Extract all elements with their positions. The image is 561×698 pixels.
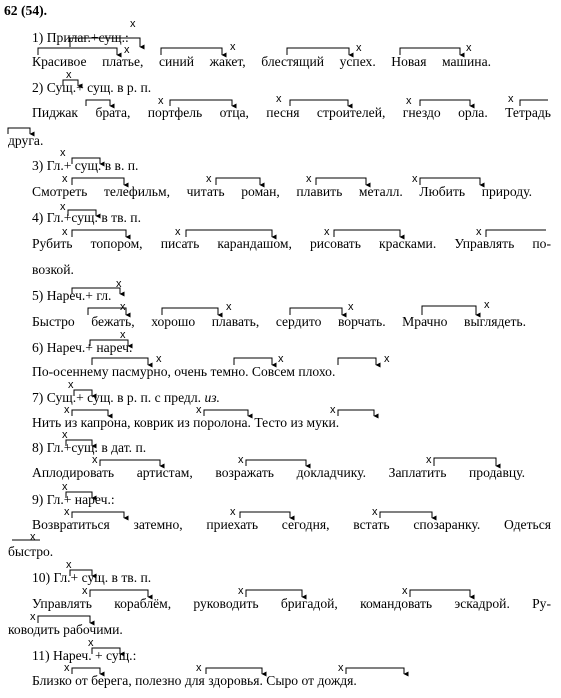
section-7-heading-preposition: из. bbox=[204, 390, 220, 405]
x-mark: х bbox=[426, 454, 432, 466]
section-4-heading: 4) Гл.+сущ. в тв. п. bbox=[32, 210, 141, 225]
x-mark: х bbox=[66, 559, 72, 571]
section-9-line-1: Возвратиться затемно, приехать сегодня, встать спозаранку. Одеться bbox=[32, 517, 551, 532]
section-6-line-1: По-осеннему пасмурно, очень темно. Совсем плохо. bbox=[32, 364, 336, 379]
section-3-heading: 3) Гл.+ сущ. в в. п. bbox=[32, 158, 139, 173]
section-7-line-1: Нить из капрона, коврик из поролона. Тесто из муки. bbox=[32, 415, 340, 430]
section-1-line-1: Красивое платье, синий жакет, блестящий успех. Новая машина. bbox=[32, 54, 491, 69]
section-4-line-1: Рубить топором, писать карандашом, рисовать красками. Управлять по- bbox=[32, 236, 551, 251]
x-mark: х bbox=[276, 93, 282, 105]
section-10-line-1: Управлять кораблём, руководить бригадой, командовать эскадрой. Ру- bbox=[32, 596, 551, 611]
x-mark: х bbox=[175, 226, 181, 238]
x-mark: х bbox=[130, 18, 136, 30]
x-mark: х bbox=[60, 201, 66, 213]
section-2-heading: 2) Сущ.+ сущ. в р. п. bbox=[32, 80, 152, 95]
x-mark: х bbox=[60, 147, 66, 159]
section-9-heading: 9) Гл.+ нареч.: bbox=[32, 492, 115, 507]
x-mark: х bbox=[156, 353, 162, 365]
section-5-line-1: Быстро бежать, хорошо плавать, сердито ворчать. Мрачно выглядеть. bbox=[32, 314, 526, 329]
x-mark: х bbox=[230, 41, 236, 53]
x-mark: х bbox=[124, 44, 130, 56]
x-mark: х bbox=[384, 353, 390, 365]
x-mark: х bbox=[206, 173, 212, 185]
exercise-number: 62 (54). bbox=[4, 3, 48, 18]
section-1-heading: 1) Прилаг.+сущ.: bbox=[32, 30, 129, 45]
x-mark: х bbox=[402, 585, 408, 597]
x-mark: х bbox=[64, 506, 70, 518]
x-mark: х bbox=[406, 95, 412, 107]
x-mark: х bbox=[62, 481, 68, 493]
section-4-line-2: возкой. bbox=[32, 262, 74, 277]
section-11-heading: 11) Нареч. + сущ.: bbox=[32, 648, 137, 663]
section-11-line-1: Близко от берега, полезно для здоровья. Сыро от дождя. bbox=[32, 673, 357, 688]
connector bbox=[338, 410, 374, 416]
x-mark: х bbox=[64, 404, 70, 416]
x-mark: х bbox=[92, 454, 98, 466]
x-mark: х bbox=[278, 353, 284, 365]
connector bbox=[338, 358, 376, 365]
x-mark: х bbox=[30, 531, 36, 543]
section-7-heading bbox=[32, 390, 220, 406]
x-mark: х bbox=[508, 93, 514, 105]
section-8-line-1: Аплодировать артистам, возражать докладчику. Заплатить продавцу. bbox=[32, 465, 525, 480]
x-mark: х bbox=[238, 454, 244, 466]
section-2-line-1: Пиджак брата, портфель отца, песня строителей, гнездо орла. Тетрадь bbox=[32, 105, 551, 120]
x-mark: х bbox=[372, 506, 378, 518]
section-10-line-2: ководить рабочими. bbox=[8, 622, 123, 637]
x-mark: х bbox=[476, 226, 482, 238]
x-mark: х bbox=[120, 329, 126, 341]
x-mark: х bbox=[356, 42, 362, 54]
section-8-heading: 8) Гл.+сущ. в дат. п. bbox=[32, 440, 147, 455]
section-2-line-2: друга. bbox=[8, 133, 44, 148]
x-mark: х bbox=[338, 662, 344, 674]
section-3-line-1: Смотреть телефильм, читать роман, плавить металл. Любить природу. bbox=[32, 184, 532, 199]
x-mark: х bbox=[484, 299, 490, 311]
x-mark: х bbox=[196, 662, 202, 674]
x-mark: х bbox=[120, 301, 126, 313]
x-mark: х bbox=[158, 95, 164, 107]
x-mark: х bbox=[116, 278, 122, 290]
x-mark: х bbox=[82, 585, 88, 597]
x-mark: х bbox=[196, 404, 202, 416]
x-mark: х bbox=[68, 379, 74, 391]
section-10-heading: 10) Гл.+ сущ. в тв. п. bbox=[32, 570, 152, 585]
x-mark: х bbox=[238, 585, 244, 597]
section-5-heading: 5) Нареч.+ гл. bbox=[32, 288, 112, 303]
x-mark: х bbox=[306, 173, 312, 185]
x-mark: х bbox=[466, 42, 472, 54]
x-mark: х bbox=[88, 637, 94, 649]
x-mark: х bbox=[64, 662, 70, 674]
x-mark: х bbox=[62, 429, 68, 441]
x-mark: х bbox=[62, 173, 68, 185]
section-6-heading: 6) Нареч.+ нареч. bbox=[32, 340, 133, 355]
x-mark: х bbox=[226, 301, 232, 313]
x-mark: х bbox=[66, 69, 72, 81]
x-mark: х bbox=[62, 226, 68, 238]
section-9-line-2: быстро. bbox=[8, 544, 54, 559]
x-mark: х bbox=[348, 301, 354, 313]
section-7-heading-text: 7) Сущ.+ сущ. в р. п. с предл. bbox=[32, 390, 205, 405]
x-mark: х bbox=[330, 404, 336, 416]
x-mark: х bbox=[230, 506, 236, 518]
x-mark: х bbox=[412, 173, 418, 185]
x-mark: х bbox=[30, 611, 36, 623]
x-mark: х bbox=[324, 226, 330, 238]
